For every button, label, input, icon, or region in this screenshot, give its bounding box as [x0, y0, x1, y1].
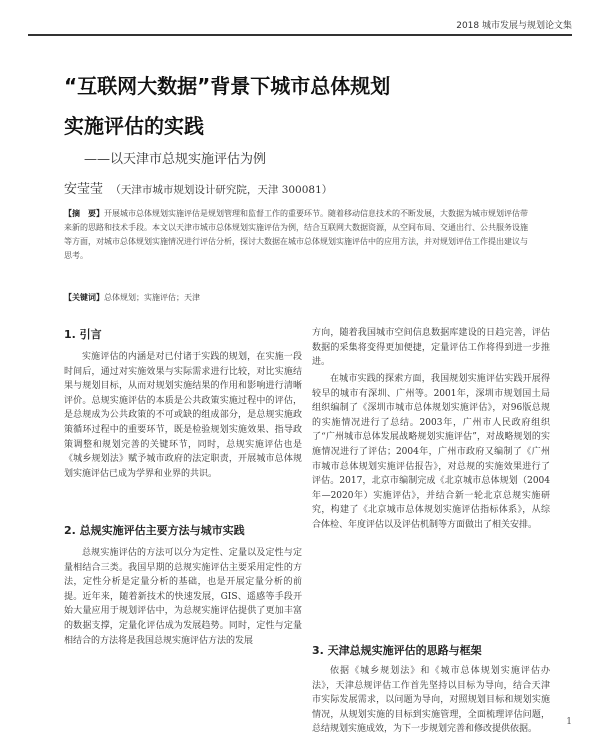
paper-title-line2: 实施评估的实践: [64, 114, 204, 138]
header-rule: [28, 34, 572, 36]
section-3-heading: 3. 天津总规实施评估的思路与框架: [312, 644, 482, 657]
running-head: 2018 城市发展与规划论文集: [456, 21, 572, 31]
abstract-text: 开展城市总体规划实施评估是规划管理和监督工作的重要环节。随着移动信息技术的不断发展，大数据为城市规划评估带来新的思路和技术手段。本文以天津市城市总体规划实施评估为例，结合互联网大数据资源，从空间布局、交通出行、公共服务设施等方面，对城市总体规划实施情况进行评估分析，探讨大数据在城市总体规划实施评估中的应用方法，并对规划评估工作提出建议与思考。: [64, 209, 528, 260]
section-3-body: [312, 664, 550, 735]
author-affiliation: （天津市城市规划设计研究院，天津 300081）: [110, 184, 333, 196]
section-1-heading: 1. 引言: [64, 328, 102, 341]
section-1-body: [64, 350, 302, 510]
section-2-heading: 2. 总规实施评估主要方法与城市实践: [64, 524, 245, 537]
paper-subtitle: ——以天津市总规实施评估为例: [84, 152, 267, 167]
column-2-practice: [312, 372, 550, 634]
keywords: [64, 292, 200, 303]
author-name: 安莹莹: [64, 182, 104, 197]
column-2-continuation: [312, 326, 550, 370]
paper-title-line1: “互联网大数据”背景下城市总体规划: [64, 74, 391, 98]
abstract: [64, 206, 534, 263]
page-number: 1: [566, 717, 572, 727]
keywords-label: 【关键词】: [64, 292, 104, 302]
section-2-paragraph: 总规实施评估的方法可以分为定性、定量以及定性与定量相结合三类。我国早期的总规实施评估主要采用定性的方法，定性分析是定量分析的基础，也是开展定量分析的前提。近年来，随着新技术的快速发展，GIS、遥感等手段开始大量应用于规划评估中，为总规实施评估提供了更加丰富的数据支撑，定量化评估成为发展趋势。同时，定性与定量相结合的方法将是我国总规实施评估方法的发展: [64, 548, 302, 646]
section-2-body: [64, 546, 302, 722]
keywords-text: 总体规划；实施评估；天津: [104, 293, 200, 302]
section-3-paragraph: 依据《城乡规划法》和《城市总体规划实施评估办法》，天津总规评估工作首先坚持以目标为导向，结合天津市实际发展需求，以问题为导向，对照规划目标和规划实施情况，从规划实施的目标到实施管理，全面梳理评估问题，总结规划实施成效，为下一步规划完善和修改提供依据。: [312, 666, 550, 735]
section-1-paragraph: 实施评估的内涵是对已付诸于实践的规划，在实施一段时间后，通过对实施效果与实际需求进行比较，对比实施结果与规划目标，从而对规划实施结果的作用和影响进行清晰评价。总规实施评估的本质是公共政策实施过程中的评估，是总规成为公共政策的不可或缺的组成部分，是总规实施政策循环过程中的重要环节，既是检验规划实施效果、指导政策调整和规划完善的关键环节，同时，总规实施评估也是《城乡规划法》赋予城市政府的法定职责，开展城市总体规划实施评估已成为学界和业界的共识。: [64, 352, 302, 479]
author-line: [64, 178, 332, 197]
column-2-paragraph-2: 在城市实践的探索方面，我国规划实施评估实践开展得较早的城市有深圳、广州等。2001年，深圳市规划国土局组织编制了《深圳市城市总体规划实施评估》，对96版总规的实施情况进行了总结。2003年，广州市人民政府组织了“广州城市总体发展战略规划实施评估”，对战略规划的实施情况进行了评估；2004年，广州市政府又编制了《广州市城市总体规划实施评估报告》，对总规的实施效果进行了评估。2017，北京市编制完成《北京城市总体规划（2004年—2020年）实施评估》，并结合新一轮北京总规实施研究，构建了《北京城市总体规划实施评估指标体系》，从综合体检、年度评估以及评估机制等方面做出了相关安排。: [312, 374, 550, 530]
abstract-label: 【摘 要】: [64, 208, 104, 218]
column-2-paragraph-1: 方向，随着我国城市空间信息数据库建设的日趋完善，评估数据的采集将变得更加便捷，定量评估工作将得到进一步推进。: [312, 328, 550, 368]
